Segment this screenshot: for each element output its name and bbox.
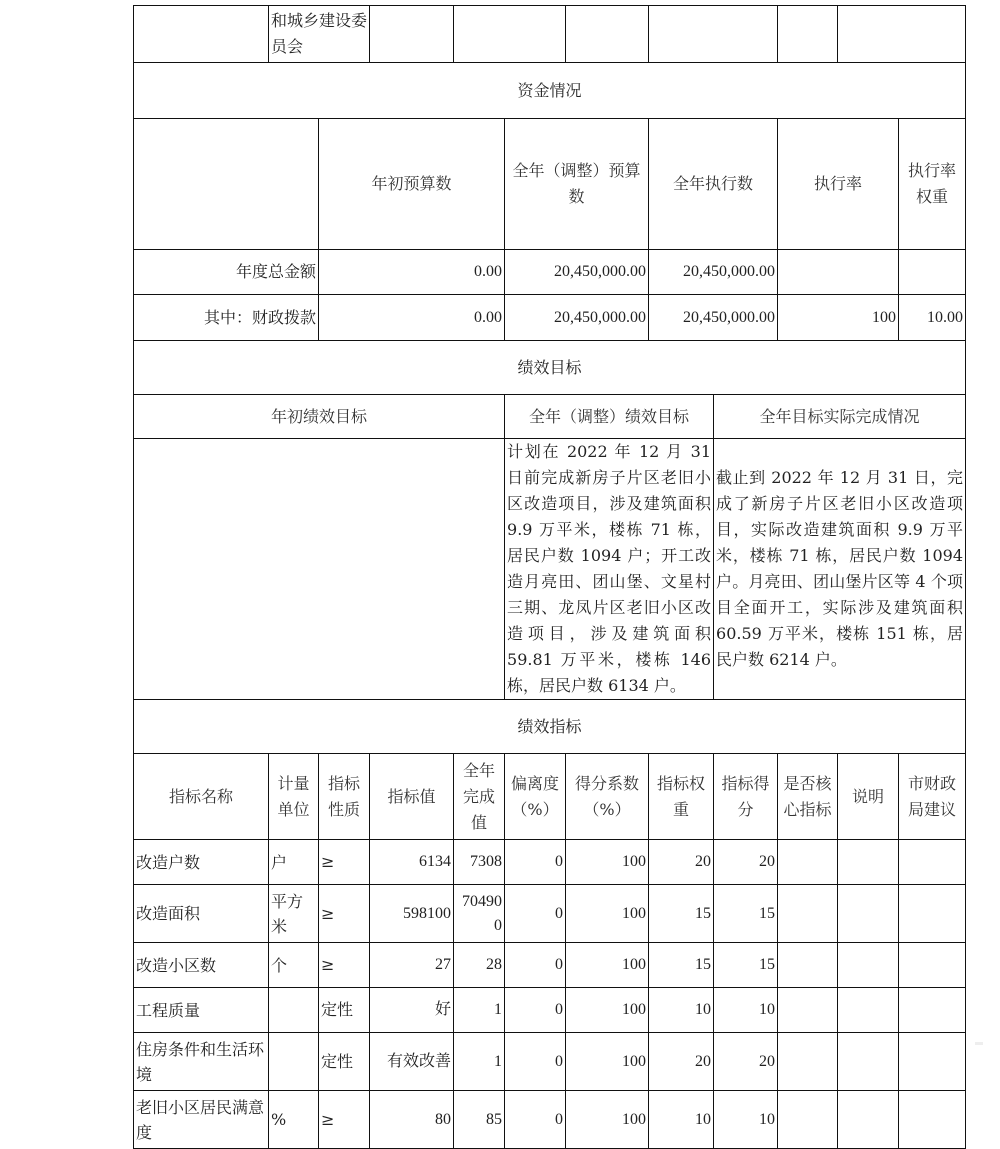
ind-deviation: 0 <box>505 1091 566 1149</box>
indicators-section-title: 绩效指标 <box>134 700 966 754</box>
ind-name: 改造面积 <box>134 885 269 943</box>
ind-deviation: 0 <box>505 943 566 988</box>
ind-advice <box>899 1091 966 1149</box>
ind-target: 27 <box>370 943 454 988</box>
ind-target: 有效改善 <box>370 1033 454 1091</box>
funds-executed: 20,450,000.00 <box>649 295 778 341</box>
ind-unit: 平方米 <box>269 885 319 943</box>
ind-weight: 20 <box>649 1033 714 1091</box>
ind-name: 工程质量 <box>134 988 269 1033</box>
ind-target: 6134 <box>370 840 454 885</box>
funds-row-total <box>134 250 966 295</box>
ind-nature: 定性 <box>319 988 370 1033</box>
ind-coef: 100 <box>566 943 649 988</box>
funds-rate <box>778 250 899 295</box>
ind-score: 10 <box>714 988 778 1033</box>
ind-score: 15 <box>714 943 778 988</box>
ind-note <box>838 988 899 1033</box>
top-row <box>134 6 966 63</box>
ind-target: 好 <box>370 988 454 1033</box>
ind-nature: 定性 <box>319 1033 370 1091</box>
ind-note <box>838 1091 899 1149</box>
ind-header-core: 是否核心指标 <box>778 754 838 840</box>
ind-unit: 户 <box>269 840 319 885</box>
top-cell <box>134 6 269 63</box>
ind-score: 20 <box>714 1033 778 1091</box>
ind-actual: 28 <box>454 943 505 988</box>
goals-header-row <box>134 395 966 439</box>
funds-row-label: 年度总金额 <box>134 250 319 295</box>
ind-name: 改造户数 <box>134 840 269 885</box>
funds-weight: 10.00 <box>899 295 966 341</box>
top-cell <box>454 6 566 63</box>
ind-weight: 15 <box>649 943 714 988</box>
funds-header-row <box>134 119 966 250</box>
funds-adjusted-budget: 20,450,000.00 <box>505 295 649 341</box>
ind-deviation: 0 <box>505 988 566 1033</box>
ind-unit <box>269 1033 319 1091</box>
department-cell: 和城乡建设委员会 <box>269 6 370 63</box>
ind-target: 80 <box>370 1091 454 1149</box>
indicator-row <box>134 1091 966 1149</box>
ind-header-score: 指标得分 <box>714 754 778 840</box>
ind-header-actual: 全年完成值 <box>454 754 505 840</box>
ind-deviation: 0 <box>505 840 566 885</box>
goals-initial-text <box>134 439 505 700</box>
top-cell <box>838 6 966 63</box>
ind-header-advice: 市财政局建议 <box>899 754 966 840</box>
goals-header-actual: 全年目标实际完成情况 <box>714 395 966 439</box>
top-cell <box>778 6 838 63</box>
funds-header-adjusted: 全年（调整）预算数 <box>505 119 649 250</box>
ind-advice <box>899 943 966 988</box>
ind-deviation: 0 <box>505 1033 566 1091</box>
ind-actual: 1 <box>454 988 505 1033</box>
ind-actual: 85 <box>454 1091 505 1149</box>
ind-name: 住房条件和生活环境 <box>134 1033 269 1091</box>
ind-deviation: 0 <box>505 885 566 943</box>
ind-name: 老旧小区居民满意度 <box>134 1091 269 1149</box>
indicator-row <box>134 1033 966 1091</box>
funds-header-blank <box>134 119 319 250</box>
top-cell <box>370 6 454 63</box>
top-cell <box>649 6 778 63</box>
funds-header-executed: 全年执行数 <box>649 119 778 250</box>
ind-header-target: 指标值 <box>370 754 454 840</box>
funds-initial-budget: 0.00 <box>319 250 505 295</box>
funds-section-title: 资金情况 <box>134 63 966 119</box>
ind-note <box>838 1033 899 1091</box>
ind-score: 15 <box>714 885 778 943</box>
ind-advice <box>899 988 966 1033</box>
ind-advice <box>899 840 966 885</box>
ind-unit: % <box>269 1091 319 1149</box>
indicator-row <box>134 885 966 943</box>
ind-score: 20 <box>714 840 778 885</box>
ind-header-unit: 计量单位 <box>269 754 319 840</box>
ind-name: 改造小区数 <box>134 943 269 988</box>
ind-unit: 个 <box>269 943 319 988</box>
performance-evaluation-table <box>133 5 966 1149</box>
ind-weight: 15 <box>649 885 714 943</box>
ind-core <box>778 1033 838 1091</box>
scan-artifact <box>975 1042 983 1045</box>
ind-weight: 20 <box>649 840 714 885</box>
goals-header-initial: 年初绩效目标 <box>134 395 505 439</box>
ind-coef: 100 <box>566 885 649 943</box>
ind-score: 10 <box>714 1091 778 1149</box>
ind-nature: ≥ <box>319 943 370 988</box>
ind-note <box>838 840 899 885</box>
ind-core <box>778 840 838 885</box>
ind-core <box>778 988 838 1033</box>
ind-advice <box>899 885 966 943</box>
ind-coef: 100 <box>566 840 649 885</box>
ind-note <box>838 943 899 988</box>
ind-target: 598100 <box>370 885 454 943</box>
goals-adjusted-text: 计划在 2022 年 12 月 31 日前完成新房子片区老旧小区改造项目，涉及建筑面积 9.9 万平米，楼栋 71 栋，居民户数 1094 户；开工改造月亮田、团山堡、文星村三期、龙凤片区老旧小区改造项目，涉及建筑面积 59.81 万平米，楼栋 146 栋，居民户数 6134 户。 <box>505 439 714 700</box>
ind-nature: ≥ <box>319 840 370 885</box>
ind-weight: 10 <box>649 1091 714 1149</box>
ind-header-note: 说明 <box>838 754 899 840</box>
funds-rate: 100 <box>778 295 899 341</box>
funds-weight <box>899 250 966 295</box>
funds-adjusted-budget: 20,450,000.00 <box>505 250 649 295</box>
ind-coef: 100 <box>566 1091 649 1149</box>
indicator-row <box>134 943 966 988</box>
indicator-row <box>134 840 966 885</box>
ind-unit <box>269 988 319 1033</box>
ind-header-name: 指标名称 <box>134 754 269 840</box>
indicator-row <box>134 988 966 1033</box>
ind-nature: ≥ <box>319 1091 370 1149</box>
ind-advice <box>899 1033 966 1091</box>
funds-header-initial: 年初预算数 <box>319 119 505 250</box>
ind-header-deviation: 偏离度（%） <box>505 754 566 840</box>
ind-core <box>778 885 838 943</box>
funds-initial-budget: 0.00 <box>319 295 505 341</box>
funds-row-label: 其中：财政拨款 <box>134 295 319 341</box>
ind-header-coef: 得分系数（%） <box>566 754 649 840</box>
funds-executed: 20,450,000.00 <box>649 250 778 295</box>
ind-core <box>778 943 838 988</box>
ind-nature: ≥ <box>319 885 370 943</box>
goals-actual-text: 截止到 2022 年 12 月 31 日，完成了新房子片区老旧小区改造项目，实际改造建筑面积 9.9 万平米，楼栋 71 栋，居民户数 1094 户。月亮田、团山堡片区等 4 个项目全面开工，实际涉及建筑面积 60.59 万平米，楼栋 151 栋，居民户数 6214 户。 <box>714 439 966 700</box>
funds-row-fiscal <box>134 295 966 341</box>
ind-coef: 100 <box>566 1033 649 1091</box>
top-cell <box>566 6 649 63</box>
goals-section-title: 绩效目标 <box>134 341 966 395</box>
funds-header-weight: 执行率权重 <box>899 119 966 250</box>
ind-actual: 1 <box>454 1033 505 1091</box>
goals-header-adjusted: 全年（调整）绩效目标 <box>505 395 714 439</box>
ind-actual: 704900 <box>454 885 505 943</box>
funds-header-rate: 执行率 <box>778 119 899 250</box>
ind-coef: 100 <box>566 988 649 1033</box>
indicators-header-row <box>134 754 966 840</box>
ind-core <box>778 1091 838 1149</box>
ind-header-weight: 指标权重 <box>649 754 714 840</box>
goals-content-row <box>134 439 966 700</box>
ind-header-nature: 指标性质 <box>319 754 370 840</box>
ind-actual: 7308 <box>454 840 505 885</box>
ind-weight: 10 <box>649 988 714 1033</box>
ind-note <box>838 885 899 943</box>
